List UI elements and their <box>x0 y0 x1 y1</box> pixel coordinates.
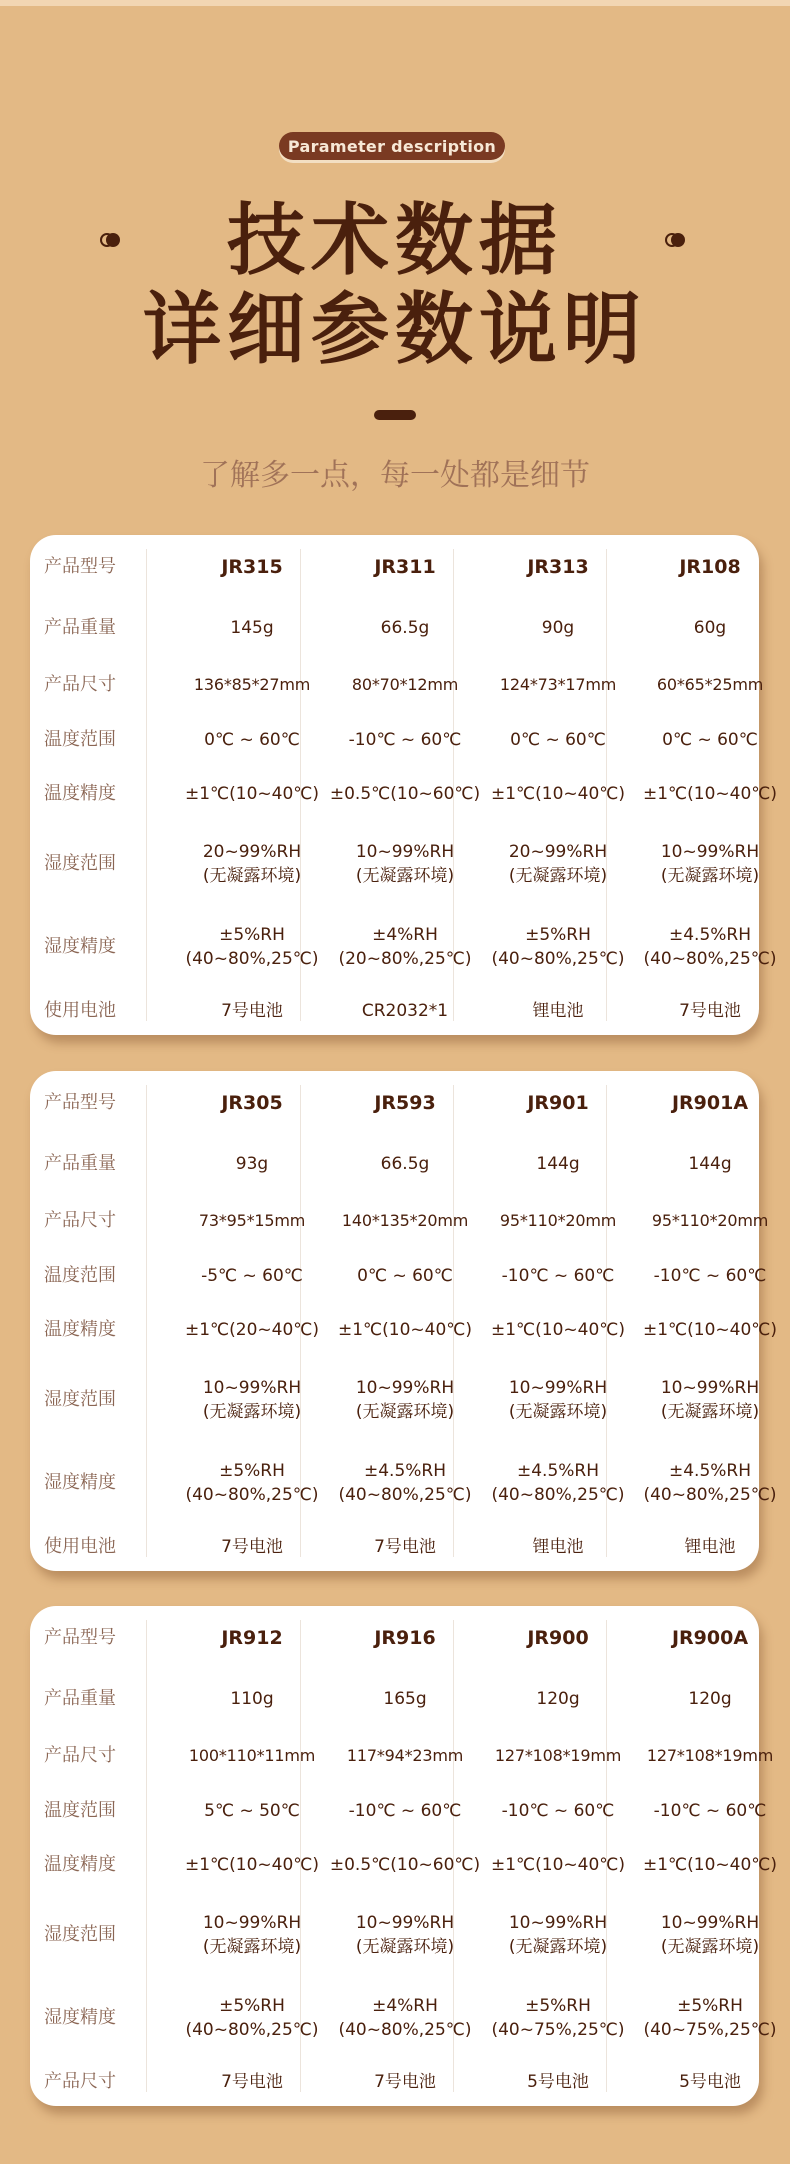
cell-line: (40~80%,25℃) <box>491 949 625 969</box>
cell-battery: 5号电池 <box>679 2072 741 2092</box>
cell-line: (无凝露环境) <box>660 866 760 886</box>
cell-line: 10~99%RH <box>355 1378 455 1398</box>
cell-size: 95*110*20mm <box>499 1211 617 1230</box>
product-column <box>634 1606 786 2106</box>
cell-line: 10~99%RH <box>508 1378 608 1398</box>
cell-battery: 锂电池 <box>532 1537 584 1557</box>
cell-line: (40~75%,25℃) <box>643 2020 777 2040</box>
page-title-line-1: 技术数据 <box>226 196 563 286</box>
cell-size: 80*70*12mm <box>351 675 459 694</box>
cell-line: ±4%RH <box>372 1996 438 2016</box>
cell-weight: 120g <box>688 1689 732 1709</box>
cell-humidity-accuracy <box>176 907 328 987</box>
cell-humidity-range <box>634 821 786 907</box>
spec-card-1 <box>30 535 778 1035</box>
cell-line: (无凝露环境) <box>508 1937 608 1957</box>
cell-temperature-accuracy: ±1℃(10~40℃) <box>490 1320 626 1340</box>
cell-humidity-accuracy <box>176 1443 328 1523</box>
cell-size: 127*108*19mm <box>646 1746 774 1765</box>
cell-line: 20~99%RH <box>508 842 608 862</box>
cell-humidity-accuracy <box>482 1978 634 2058</box>
row-label-model: 产品型号 <box>44 556 116 577</box>
cell-line: ±5%RH <box>219 1461 285 1481</box>
cell-line: (无凝露环境) <box>660 1402 760 1422</box>
cell-humidity-range <box>482 821 634 907</box>
product-column <box>329 535 481 1035</box>
cell-weight: 60g <box>693 618 727 638</box>
cell-weight: 66.5g <box>380 1154 430 1174</box>
cell-size: 136*85*27mm <box>193 675 311 694</box>
cell-humidity-accuracy <box>482 1443 634 1523</box>
cell-line: ±4.5%RH <box>668 1461 752 1481</box>
cell-battery: 7号电池 <box>221 1537 283 1557</box>
row-label-weight: 产品重量 <box>44 617 116 638</box>
cell-model: JR315 <box>221 556 283 578</box>
row-label-humidity-range: 湿度范围 <box>44 1389 116 1410</box>
cell-size: 60*65*25mm <box>656 675 764 694</box>
product-column <box>634 1071 786 1571</box>
product-column <box>634 535 786 1035</box>
row-label-humidity-accuracy: 湿度精度 <box>44 2007 116 2028</box>
cell-humidity-range <box>329 1357 481 1443</box>
cell-temperature-accuracy: ±1℃(10~40℃) <box>642 1855 778 1875</box>
row-label-size: 产品尺寸 <box>44 1210 116 1231</box>
row-label-battery: 使用电池 <box>44 1536 116 1557</box>
cell-humidity-accuracy <box>634 1443 786 1523</box>
product-column <box>482 1606 634 2106</box>
cell-line: (40~80%,25℃) <box>338 2020 472 2040</box>
cell-temperature-accuracy: ±1℃(10~40℃) <box>490 1855 626 1875</box>
cell-line: ±4.5%RH <box>668 925 752 945</box>
cell-humidity-range <box>329 1892 481 1978</box>
row-label-battery: 产品尺寸 <box>44 2071 116 2092</box>
cell-temperature-range: 0℃ ~ 60℃ <box>662 730 758 750</box>
cell-line: ±4.5%RH <box>363 1461 447 1481</box>
cell-temperature-range: -10℃ ~ 60℃ <box>653 1801 767 1821</box>
cell-temperature-range: -10℃ ~ 60℃ <box>501 1266 615 1286</box>
row-label-battery: 使用电池 <box>44 1000 116 1021</box>
cell-size: 140*135*20mm <box>341 1211 469 1230</box>
row-label-temperature-range: 温度范围 <box>44 1800 116 1821</box>
cell-weight: 165g <box>383 1689 427 1709</box>
row-label-temperature-accuracy: 温度精度 <box>44 783 116 804</box>
cell-battery: 5号电池 <box>527 2072 589 2092</box>
product-column <box>329 1606 481 2106</box>
cell-line: (40~80%,25℃) <box>643 949 777 969</box>
product-column <box>176 1071 328 1571</box>
cell-model: JR108 <box>679 556 741 578</box>
cell-weight: 90g <box>541 618 575 638</box>
row-label-humidity-range: 湿度范围 <box>44 853 116 874</box>
cell-weight: 120g <box>536 1689 580 1709</box>
cell-model: JR900A <box>671 1627 749 1649</box>
cell-temperature-range: -10℃ ~ 60℃ <box>653 1266 767 1286</box>
cell-line: (无凝露环境) <box>660 1937 760 1957</box>
cell-size: 127*108*19mm <box>494 1746 622 1765</box>
cell-temperature-accuracy: ±1℃(20~40℃) <box>184 1320 320 1340</box>
cell-size: 124*73*17mm <box>499 675 617 694</box>
cell-model: JR901A <box>671 1092 749 1114</box>
cell-humidity-accuracy <box>329 1443 481 1523</box>
row-label-temperature-range: 温度范围 <box>44 1265 116 1286</box>
row-label-temperature-accuracy: 温度精度 <box>44 1319 116 1340</box>
cell-humidity-accuracy <box>329 907 481 987</box>
row-label-temperature-accuracy: 温度精度 <box>44 1854 116 1875</box>
cell-battery: 锂电池 <box>684 1537 736 1557</box>
cell-battery: 7号电池 <box>679 1001 741 1021</box>
column-divider <box>146 549 147 1021</box>
cell-temperature-accuracy: ±1℃(10~40℃) <box>337 1320 473 1340</box>
cell-line: (40~80%,25℃) <box>338 1485 472 1505</box>
cell-line: ±5%RH <box>677 1996 743 2016</box>
cell-size: 117*94*23mm <box>346 1746 464 1765</box>
cell-humidity-range <box>329 821 481 907</box>
cell-humidity-range <box>176 1892 328 1978</box>
cell-humidity-accuracy <box>634 1978 786 2058</box>
cell-temperature-accuracy: ±1℃(10~40℃) <box>642 1320 778 1340</box>
cell-line: 20~99%RH <box>202 842 302 862</box>
cell-weight: 144g <box>688 1154 732 1174</box>
cell-temperature-range: -10℃ ~ 60℃ <box>348 1801 462 1821</box>
page-title-line-2: 详细参数说明 <box>142 285 647 375</box>
cell-humidity-range <box>482 1357 634 1443</box>
cell-battery: 7号电池 <box>221 1001 283 1021</box>
cell-line: (40~80%,25℃) <box>185 949 319 969</box>
title-divider <box>374 410 416 420</box>
product-column <box>176 1606 328 2106</box>
cell-weight: 110g <box>230 1689 274 1709</box>
cell-temperature-range: 0℃ ~ 60℃ <box>204 730 300 750</box>
cell-humidity-range <box>634 1892 786 1978</box>
cell-model: JR916 <box>374 1627 436 1649</box>
cell-battery: 7号电池 <box>374 1537 436 1557</box>
row-label-size: 产品尺寸 <box>44 674 116 695</box>
cell-line: (40~80%,25℃) <box>185 1485 319 1505</box>
cell-line: 10~99%RH <box>202 1913 302 1933</box>
cell-line: ±5%RH <box>525 1996 591 2016</box>
cell-model: JR305 <box>221 1092 283 1114</box>
cell-weight: 145g <box>230 618 274 638</box>
cell-battery: 7号电池 <box>221 2072 283 2092</box>
cell-line: (无凝露环境) <box>202 1402 302 1422</box>
cell-humidity-accuracy <box>482 907 634 987</box>
cell-line: 10~99%RH <box>355 1913 455 1933</box>
cell-line: (无凝露环境) <box>355 1402 455 1422</box>
spec-card-3 <box>30 1606 778 2106</box>
cell-humidity-range <box>634 1357 786 1443</box>
cell-temperature-accuracy: ±1℃(10~40℃) <box>642 784 778 804</box>
product-column <box>482 1071 634 1571</box>
cell-line: 10~99%RH <box>660 1378 760 1398</box>
cell-model: JR912 <box>221 1627 283 1649</box>
cell-battery: 锂电池 <box>532 1001 584 1021</box>
cell-line: (无凝露环境) <box>355 1937 455 1957</box>
cell-line: 10~99%RH <box>660 842 760 862</box>
product-column <box>176 535 328 1035</box>
cell-humidity-accuracy <box>176 1978 328 2058</box>
cell-model: JR313 <box>527 556 589 578</box>
row-label-humidity-accuracy: 湿度精度 <box>44 936 116 957</box>
cell-humidity-range <box>176 1357 328 1443</box>
cell-battery: 7号电池 <box>374 2072 436 2092</box>
row-label-humidity-accuracy: 湿度精度 <box>44 1472 116 1493</box>
cell-temperature-range: -10℃ ~ 60℃ <box>501 1801 615 1821</box>
cell-temperature-accuracy: ±1℃(10~40℃) <box>184 784 320 804</box>
cell-temperature-range: -5℃ ~ 60℃ <box>201 1266 303 1286</box>
cell-temperature-range: -10℃ ~ 60℃ <box>348 730 462 750</box>
cell-line: ±5%RH <box>525 925 591 945</box>
page-subtitle: 了解多一点，每一处都是细节 <box>200 458 590 493</box>
cell-temperature-range: 0℃ ~ 60℃ <box>357 1266 453 1286</box>
cell-line: 10~99%RH <box>508 1913 608 1933</box>
cell-battery: CR2032*1 <box>361 1001 449 1021</box>
cell-model: JR900 <box>527 1627 589 1649</box>
cell-line: 10~99%RH <box>202 1378 302 1398</box>
cell-humidity-accuracy <box>634 907 786 987</box>
product-column <box>329 1071 481 1571</box>
top-strip <box>0 0 790 6</box>
cell-weight: 144g <box>536 1154 580 1174</box>
row-label-weight: 产品重量 <box>44 1688 116 1709</box>
cell-line: (无凝露环境) <box>202 866 302 886</box>
row-label-weight: 产品重量 <box>44 1153 116 1174</box>
cell-temperature-accuracy: ±1℃(10~40℃) <box>184 1855 320 1875</box>
cell-temperature-accuracy: ±0.5℃(10~60℃) <box>329 1855 481 1875</box>
parameter-description-pill <box>279 132 505 160</box>
cell-humidity-range <box>482 1892 634 1978</box>
cell-line: ±4%RH <box>372 925 438 945</box>
column-divider <box>146 1620 147 2092</box>
cell-line: (无凝露环境) <box>355 866 455 886</box>
cell-humidity-range <box>176 821 328 907</box>
cell-line: ±5%RH <box>219 1996 285 2016</box>
cell-line: (无凝露环境) <box>508 866 608 886</box>
cell-weight: 66.5g <box>380 618 430 638</box>
cell-size: 95*110*20mm <box>651 1211 769 1230</box>
cell-line: (20~80%,25℃) <box>338 949 472 969</box>
row-label-model: 产品型号 <box>44 1627 116 1648</box>
row-label-temperature-range: 温度范围 <box>44 729 116 750</box>
row-label-humidity-range: 湿度范围 <box>44 1924 116 1945</box>
row-label-model: 产品型号 <box>44 1092 116 1113</box>
cell-line: (无凝露环境) <box>202 1937 302 1957</box>
pill-text: Parameter description <box>287 136 497 156</box>
cell-temperature-range: 5℃ ~ 50℃ <box>204 1801 300 1821</box>
cell-temperature-accuracy: ±1℃(10~40℃) <box>490 784 626 804</box>
cell-line: (40~80%,25℃) <box>643 1485 777 1505</box>
cell-weight: 93g <box>235 1154 269 1174</box>
cell-model: JR901 <box>527 1092 589 1114</box>
cell-size: 100*110*11mm <box>188 1746 316 1765</box>
cell-line: (40~75%,25℃) <box>491 2020 625 2040</box>
product-column <box>482 535 634 1035</box>
cell-humidity-accuracy <box>329 1978 481 2058</box>
column-divider <box>146 1085 147 1557</box>
cell-model: JR593 <box>374 1092 436 1114</box>
cell-model: JR311 <box>374 556 436 578</box>
cell-line: (40~80%,25℃) <box>491 1485 625 1505</box>
cell-line: ±5%RH <box>219 925 285 945</box>
spec-card-2 <box>30 1071 778 1571</box>
cell-line: 10~99%RH <box>355 842 455 862</box>
cell-temperature-accuracy: ±0.5℃(10~60℃) <box>329 784 481 804</box>
cell-line: ±4.5%RH <box>516 1461 600 1481</box>
cell-line: (40~80%,25℃) <box>185 2020 319 2040</box>
cell-size: 73*95*15mm <box>198 1211 306 1230</box>
cell-temperature-range: 0℃ ~ 60℃ <box>510 730 606 750</box>
row-label-size: 产品尺寸 <box>44 1745 116 1766</box>
cell-line: 10~99%RH <box>660 1913 760 1933</box>
cell-line: (无凝露环境) <box>508 1402 608 1422</box>
